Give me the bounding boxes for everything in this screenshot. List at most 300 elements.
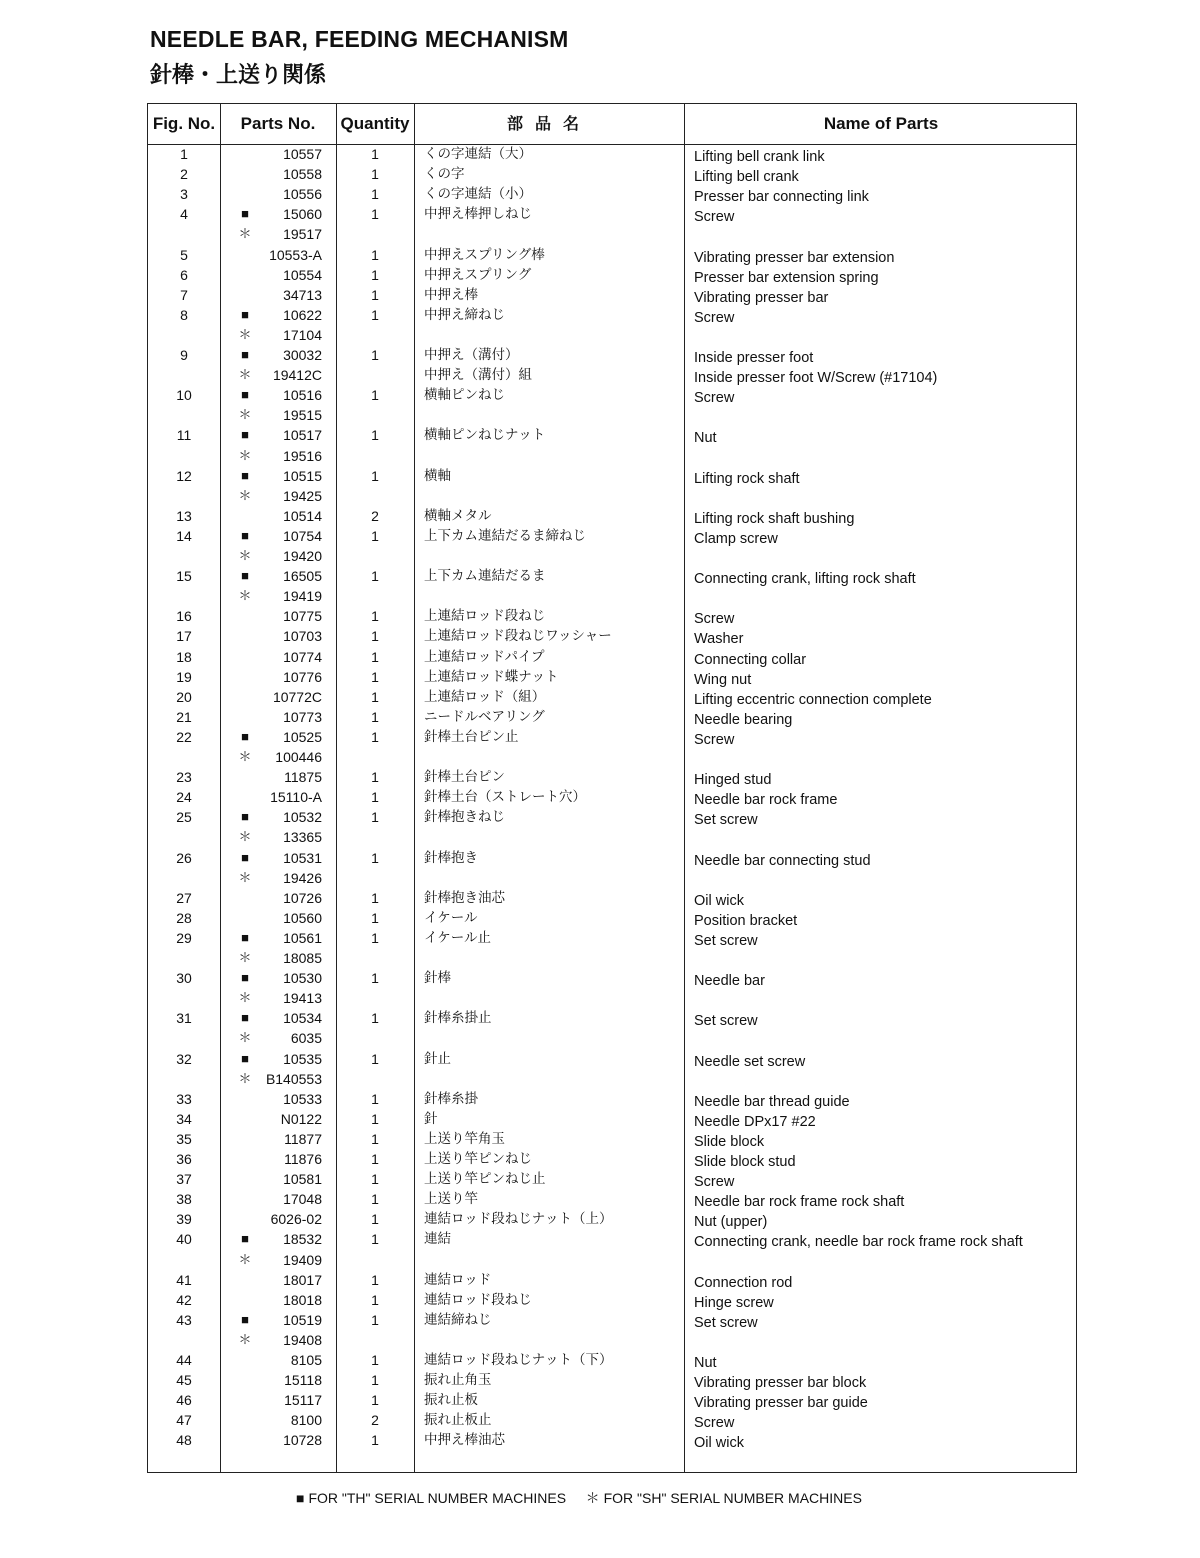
quantity-cell: 1 (371, 849, 379, 866)
fig-no-cell: 36 (176, 1151, 192, 1167)
japanese-name-cell: イケール止 (424, 929, 491, 946)
quantity-cell: 1 (371, 809, 379, 826)
parts-no-cell: 10775 (283, 608, 322, 625)
table-row (148, 868, 1076, 888)
parts-no-cell: 10557 (283, 146, 322, 162)
fig-no-cell: 43 (176, 1311, 192, 1328)
serial-marker-cell: ■ (241, 387, 249, 403)
parts-table (147, 103, 1077, 1473)
serial-marker-cell: ■ (241, 467, 249, 483)
fig-no-cell: 22 (176, 728, 192, 745)
fig-no-cell: 40 (176, 1231, 192, 1248)
parts-no-cell: 11876 (284, 1151, 322, 1167)
fig-no-cell: 35 (176, 1130, 192, 1147)
table-row (148, 1250, 1076, 1270)
fig-no-cell: 23 (176, 769, 192, 786)
part-name-cell: Needle set screw (694, 1053, 806, 1070)
parts-no-cell: 10728 (283, 1432, 322, 1449)
fig-no-cell: 42 (176, 1291, 192, 1308)
serial-marker-cell: ＊ (238, 226, 252, 242)
fig-no-cell: 44 (176, 1352, 192, 1368)
fig-no-cell: 29 (176, 929, 192, 946)
quantity-cell: 1 (371, 970, 379, 987)
quantity-cell: 1 (371, 206, 379, 223)
japanese-name-cell: くの字連結（大） (424, 146, 532, 162)
part-name-cell: Lifting rock shaft bushing (694, 510, 855, 527)
quantity-cell: 1 (371, 286, 379, 303)
japanese-name-cell: 振れ止角玉 (424, 1372, 492, 1389)
quantity-cell: 1 (371, 1311, 379, 1328)
header-quantity: Quantity (340, 114, 410, 133)
part-name-cell: Vibrating presser bar block (694, 1375, 867, 1392)
fig-no-cell: 4 (180, 206, 188, 223)
japanese-name-cell: 針 (424, 1110, 438, 1127)
quantity-cell: 1 (371, 1392, 379, 1409)
part-name-cell: Inside presser foot W/Screw (#17104) (694, 370, 938, 387)
part-name-cell: Set screw (694, 1314, 758, 1331)
serial-marker-cell: ＊ (238, 1251, 252, 1267)
part-name-cell: Position bracket (694, 912, 798, 929)
serial-marker-cell: ＊ (238, 950, 252, 965)
quantity-cell: 1 (371, 1271, 379, 1288)
part-name-cell: Needle bearing (694, 711, 793, 728)
parts-no-cell: 17104 (283, 326, 322, 343)
serial-marker-cell: ＊ (238, 588, 252, 604)
table-row (148, 1390, 1076, 1410)
quantity-cell: 1 (371, 1010, 379, 1027)
fig-no-cell: 30 (176, 970, 192, 987)
quantity-cell: 1 (371, 246, 379, 263)
quantity-cell: 1 (371, 1050, 379, 1067)
parts-no-cell: 19515 (283, 407, 322, 424)
table-row (148, 928, 1076, 948)
part-name-cell: Presser bar extension spring (694, 269, 879, 286)
parts-no-cell: 18017 (283, 1271, 322, 1288)
parts-no-cell: 16505 (283, 568, 322, 585)
part-name-cell: Washer (694, 631, 744, 648)
table-row (148, 1069, 1076, 1089)
fig-no-cell: 47 (176, 1412, 192, 1429)
serial-marker-cell: ＊ (238, 869, 252, 885)
quantity-cell: 1 (371, 628, 379, 645)
header-fig-no: Fig. No. (152, 114, 216, 133)
parts-no-cell: 10515 (283, 467, 322, 484)
fig-no-cell: 14 (176, 527, 192, 544)
parts-no-cell: 10581 (283, 1171, 322, 1188)
fig-no-cell: 33 (176, 1090, 192, 1107)
quantity-cell: 1 (371, 1110, 379, 1127)
part-name-cell: Wing nut (694, 671, 752, 688)
sh-marker: ＊ (585, 1490, 600, 1506)
parts-no-cell: 19426 (283, 869, 322, 886)
table-row (148, 466, 1076, 486)
parts-no-cell: 15110-A (270, 789, 322, 806)
fig-no-cell: 39 (176, 1211, 192, 1228)
part-name-cell: Vibrating presser bar (694, 289, 829, 306)
table-row (148, 1169, 1076, 1189)
parts-no-cell: 18532 (283, 1231, 322, 1248)
fig-no-cell: 3 (180, 186, 188, 203)
th-footnote-text: FOR "TH" SERIAL NUMBER MACHINES (308, 1490, 567, 1506)
quantity-cell: 1 (371, 1130, 379, 1147)
fig-no-cell: 45 (176, 1372, 192, 1389)
table-row (148, 827, 1076, 847)
parts-no-cell: 13365 (283, 829, 322, 846)
quantity-cell: 2 (371, 1412, 379, 1429)
table-row (148, 1330, 1076, 1350)
fig-no-cell: 34 (176, 1110, 192, 1127)
parts-no-cell: 18018 (283, 1291, 322, 1308)
table-row (148, 848, 1076, 868)
japanese-name-cell: イケール (424, 909, 478, 926)
part-name-cell: Hinge screw (694, 1294, 774, 1311)
table-row (148, 747, 1076, 767)
parts-no-cell: 19420 (283, 548, 322, 564)
parts-no-cell: 10774 (283, 648, 322, 665)
part-name-cell: Screw (694, 611, 735, 628)
parts-no-cell: 15060 (283, 206, 322, 223)
part-name-cell: Screw (694, 209, 735, 226)
fig-no-cell: 12 (176, 467, 192, 484)
japanese-name-cell: 針棒抱きねじ (424, 809, 505, 826)
fig-no-cell: 37 (176, 1171, 192, 1188)
part-name-cell: Screw (694, 1174, 735, 1191)
parts-no-cell: 10519 (283, 1311, 322, 1328)
parts-no-cell: 30032 (283, 347, 322, 363)
table-row (148, 968, 1076, 988)
fig-no-cell: 5 (180, 246, 188, 263)
japanese-name-cell: 振れ止板止 (424, 1412, 492, 1429)
table-row (148, 606, 1076, 626)
japanese-name-cell: 上送り竿ピンねじ止 (424, 1171, 546, 1188)
quantity-cell: 1 (371, 1090, 379, 1107)
part-name-cell: Screw (694, 309, 735, 326)
parts-no-cell: 10776 (283, 668, 322, 685)
fig-no-cell: 46 (176, 1392, 192, 1409)
table-row (148, 1109, 1076, 1129)
part-name-cell: Clamp screw (694, 530, 778, 547)
part-name-cell: Vibrating presser bar extension (694, 249, 895, 266)
quantity-cell: 1 (371, 608, 379, 625)
fig-no-cell: 20 (176, 688, 192, 705)
part-name-cell: Connecting crank, lifting rock shaft (694, 571, 916, 588)
fig-no-cell: 48 (176, 1432, 192, 1449)
parts-no-cell: 10553-A (269, 246, 322, 263)
table-row (148, 144, 1076, 164)
table-row (148, 546, 1076, 566)
part-name-cell: Presser bar connecting link (694, 189, 869, 206)
table-row (148, 1028, 1076, 1048)
part-name-cell: Lifting bell crank link (694, 149, 825, 165)
quantity-cell: 1 (371, 347, 379, 363)
table-row (148, 526, 1076, 546)
quantity-cell: 1 (371, 1231, 379, 1248)
table-row (148, 405, 1076, 425)
quantity-cell: 1 (371, 1151, 379, 1167)
serial-marker-cell: ■ (241, 970, 249, 986)
japanese-name-cell: 針棒土台ピン止 (424, 728, 519, 745)
table-row (148, 566, 1076, 586)
quantity-cell: 1 (371, 1291, 379, 1308)
parts-no-cell: 10533 (283, 1090, 322, 1107)
parts-no-cell: 10754 (283, 527, 322, 544)
part-name-cell: Set screw (694, 812, 758, 829)
fig-no-cell: 9 (180, 347, 188, 363)
part-name-cell: Nut (upper) (694, 1214, 768, 1231)
table-row (148, 1049, 1076, 1069)
table-row (148, 1129, 1076, 1149)
japanese-name-cell: 針棒土台（ストレート穴） (424, 789, 586, 806)
japanese-name-cell: 中押え締ねじ (424, 306, 505, 323)
serial-marker-cell: ＊ (238, 1331, 252, 1347)
table-row (148, 486, 1076, 506)
table-row (148, 707, 1076, 727)
part-name-cell: Nut (694, 1355, 717, 1371)
parts-no-cell: 10561 (283, 929, 322, 946)
japanese-name-cell: ニードルベアリング (424, 708, 545, 725)
serial-marker-cell: ■ (241, 1010, 249, 1026)
part-name-cell: Set screw (694, 932, 758, 949)
japanese-name-cell: 上連結ロッド段ねじ (424, 608, 546, 625)
parts-no-cell: 10530 (283, 970, 322, 987)
japanese-name-cell: 中押え（溝付）組 (424, 367, 532, 384)
parts-no-cell: N0122 (280, 1110, 322, 1127)
parts-no-cell: 10772C (272, 688, 322, 705)
japanese-name-cell: 横軸ピンねじナット (424, 427, 546, 444)
japanese-name-cell: 上送り竿角玉 (424, 1130, 505, 1147)
header-name-of-parts: Name of Parts (823, 114, 939, 133)
quantity-cell: 1 (371, 889, 379, 906)
quantity-cell: 1 (371, 708, 379, 725)
serial-marker-cell: ■ (241, 1311, 249, 1327)
serial-marker-cell: ＊ (238, 829, 252, 845)
fig-no-cell: 13 (176, 507, 192, 524)
parts-no-cell: 10558 (283, 166, 322, 183)
table-row (148, 586, 1076, 606)
table-row (148, 807, 1076, 827)
japanese-name-cell: 横軸メタル (424, 507, 492, 524)
parts-no-cell: B140553 (265, 1070, 322, 1087)
japanese-name-cell: 上連結ロッドパイプ (424, 648, 545, 665)
japanese-name-cell: 連結ロッド段ねじナット（上） (424, 1211, 613, 1228)
fig-no-cell: 31 (176, 1010, 192, 1027)
fig-no-cell: 19 (176, 668, 192, 685)
parts-no-cell: 10556 (283, 186, 322, 203)
parts-no-cell: 100446 (275, 749, 322, 765)
part-name-cell: Needle bar thread guide (694, 1093, 850, 1110)
japanese-name-cell: 上連結ロッド蝶ナット (424, 668, 559, 685)
fig-no-cell: 26 (176, 849, 192, 866)
table-row (148, 888, 1076, 908)
japanese-name-cell: 上送り竿ピンねじ (424, 1151, 532, 1167)
quantity-cell: 1 (371, 668, 379, 685)
parts-no-cell: 10726 (283, 889, 322, 906)
table-row (148, 787, 1076, 807)
fig-no-cell: 25 (176, 809, 192, 826)
serial-marker-cell: ■ (241, 206, 249, 222)
part-name-cell: Needle bar connecting stud (694, 852, 871, 869)
serial-marker-cell: ＊ (238, 1070, 252, 1086)
japanese-name-cell: 上連結ロッド段ねじワッシャー (424, 628, 612, 645)
fig-no-cell: 38 (176, 1191, 192, 1208)
serial-marker-cell: ＊ (238, 447, 252, 463)
part-name-cell: Needle bar rock frame rock shaft (694, 1194, 905, 1211)
quantity-cell: 1 (371, 789, 379, 806)
serial-marker-cell: ■ (241, 728, 249, 744)
serial-marker-cell: ＊ (238, 749, 252, 764)
table-row (148, 1290, 1076, 1310)
table-row (148, 647, 1076, 667)
parts-no-cell: 19409 (283, 1251, 322, 1268)
table-row (148, 687, 1076, 707)
table-row (148, 265, 1076, 285)
quantity-cell: 1 (371, 728, 379, 745)
fig-no-cell: 8 (180, 306, 188, 323)
fig-no-cell: 41 (176, 1271, 192, 1288)
japanese-name-cell: 針止 (424, 1050, 451, 1067)
table-row (148, 385, 1076, 405)
quantity-cell: 1 (371, 1211, 379, 1228)
table-row (148, 325, 1076, 345)
parts-no-cell: 10560 (283, 909, 322, 926)
part-name-cell: Hinged stud (694, 772, 772, 789)
quantity-cell: 2 (371, 507, 379, 524)
japanese-name-cell: くの字 (424, 166, 465, 183)
quantity-cell: 1 (371, 527, 379, 544)
fig-no-cell: 1 (180, 146, 188, 162)
fig-no-cell: 10 (176, 387, 192, 404)
japanese-name-cell: 連結ロッド段ねじ (424, 1291, 532, 1308)
quantity-cell: 1 (371, 186, 379, 203)
part-name-cell: Needle DPx17 #22 (694, 1113, 816, 1130)
th-marker: ■ (296, 1490, 305, 1506)
fig-no-cell: 24 (176, 789, 192, 806)
table-row (148, 365, 1076, 385)
japanese-name-cell: 中押え棒油芯 (424, 1432, 505, 1449)
quantity-cell: 1 (371, 648, 379, 665)
parts-no-cell: 10531 (283, 849, 322, 866)
serial-marker-cell: ＊ (238, 548, 252, 563)
table-row (148, 727, 1076, 747)
table-row (148, 988, 1076, 1008)
table-row (148, 224, 1076, 244)
japanese-name-cell: 振れ止板 (424, 1392, 478, 1409)
serial-marker-cell: ＊ (238, 407, 252, 423)
serial-marker-cell: ＊ (238, 1030, 252, 1046)
table-row (148, 285, 1076, 305)
japanese-name-cell: 上下カム連結だるま (424, 568, 546, 585)
part-name-cell: Needle bar (694, 973, 765, 990)
parts-no-cell: 15117 (284, 1392, 322, 1409)
japanese-name-cell: 横軸ピンねじ (424, 387, 505, 404)
quantity-cell: 1 (371, 1432, 379, 1449)
parts-no-cell: 18085 (283, 950, 322, 966)
page-title: NEEDLE BAR, FEEDING MECHANISM (150, 26, 569, 52)
part-name-cell: Nut (694, 430, 717, 447)
table-row (148, 305, 1076, 325)
part-name-cell: Oil wick (694, 892, 744, 909)
table-row (148, 1370, 1076, 1390)
parts-no-cell: 15118 (284, 1372, 322, 1389)
table-row (148, 1189, 1076, 1209)
table-row (148, 626, 1076, 646)
parts-no-cell: 19517 (283, 226, 322, 243)
table-row (148, 1229, 1076, 1249)
japanese-name-cell: 連結 (424, 1231, 451, 1248)
table-row (148, 1089, 1076, 1109)
part-name-cell: Connection rod (694, 1274, 793, 1291)
header-parts-no: Parts No. (240, 114, 316, 133)
fig-no-cell: 27 (176, 889, 192, 906)
table-row (148, 1149, 1076, 1169)
quantity-cell: 1 (371, 1171, 379, 1188)
part-name-cell: Lifting bell crank (694, 169, 799, 186)
quantity-cell: 1 (371, 1352, 379, 1368)
table-row (148, 1270, 1076, 1290)
footnote (296, 1488, 866, 1508)
fig-no-cell: 15 (176, 568, 192, 585)
serial-marker-cell: ■ (241, 427, 249, 443)
part-name-cell: Slide block stud (694, 1154, 796, 1170)
japanese-name-cell: 上連結ロッド（組） (424, 688, 546, 705)
part-name-cell: Screw (694, 390, 735, 407)
parts-no-cell: 10517 (283, 427, 322, 444)
page-title-japanese: 針棒・上送り関係 (150, 63, 327, 88)
parts-no-cell: 10554 (283, 266, 322, 283)
table-row (148, 245, 1076, 265)
fig-no-cell: 16 (176, 608, 192, 625)
part-name-cell: Connecting collar (694, 651, 807, 668)
japanese-name-cell: 針棒抱き (424, 849, 478, 866)
quantity-cell: 1 (371, 166, 379, 183)
parts-no-cell: 11875 (284, 769, 322, 786)
parts-no-cell: 10622 (283, 306, 322, 323)
part-name-cell: Slide block (694, 1133, 765, 1150)
table-row (148, 767, 1076, 787)
fig-no-cell: 6 (180, 266, 188, 283)
table-row (148, 1430, 1076, 1450)
part-name-cell: Screw (694, 1415, 735, 1432)
parts-no-cell: 19419 (283, 588, 322, 605)
parts-no-cell: 8105 (290, 1352, 322, 1368)
serial-marker-cell: ■ (241, 347, 249, 362)
table-row (148, 184, 1076, 204)
japanese-name-cell: 中押えスプリング棒 (424, 246, 545, 263)
part-name-cell: Set screw (694, 1013, 758, 1030)
parts-no-cell: 19412C (272, 367, 322, 384)
quantity-cell: 1 (371, 306, 379, 323)
table-row (148, 1008, 1076, 1028)
parts-no-cell: 10516 (283, 387, 322, 404)
serial-marker-cell: ■ (241, 1050, 249, 1066)
table-row (148, 908, 1076, 928)
table-row (148, 164, 1076, 184)
parts-no-cell: 10535 (283, 1050, 322, 1067)
parts-no-cell: 6035 (290, 1030, 322, 1047)
quantity-cell: 1 (371, 769, 379, 786)
japanese-name-cell: 中押え棒 (424, 286, 478, 303)
japanese-name-cell: 連結ロッド段ねじナット（下） (424, 1352, 613, 1368)
quantity-cell: 1 (371, 266, 379, 283)
japanese-name-cell: 連結締ねじ (424, 1311, 492, 1328)
japanese-name-cell: 中押えスプリング (424, 266, 532, 283)
parts-no-cell: 6026-02 (270, 1211, 322, 1228)
part-name-cell: Connecting crank, needle bar rock frame rock shaft (694, 1234, 1023, 1251)
fig-no-cell: 32 (176, 1050, 192, 1067)
fig-no-cell: 17 (176, 628, 192, 645)
serial-marker-cell: ＊ (238, 487, 252, 503)
table-row (148, 1350, 1076, 1370)
